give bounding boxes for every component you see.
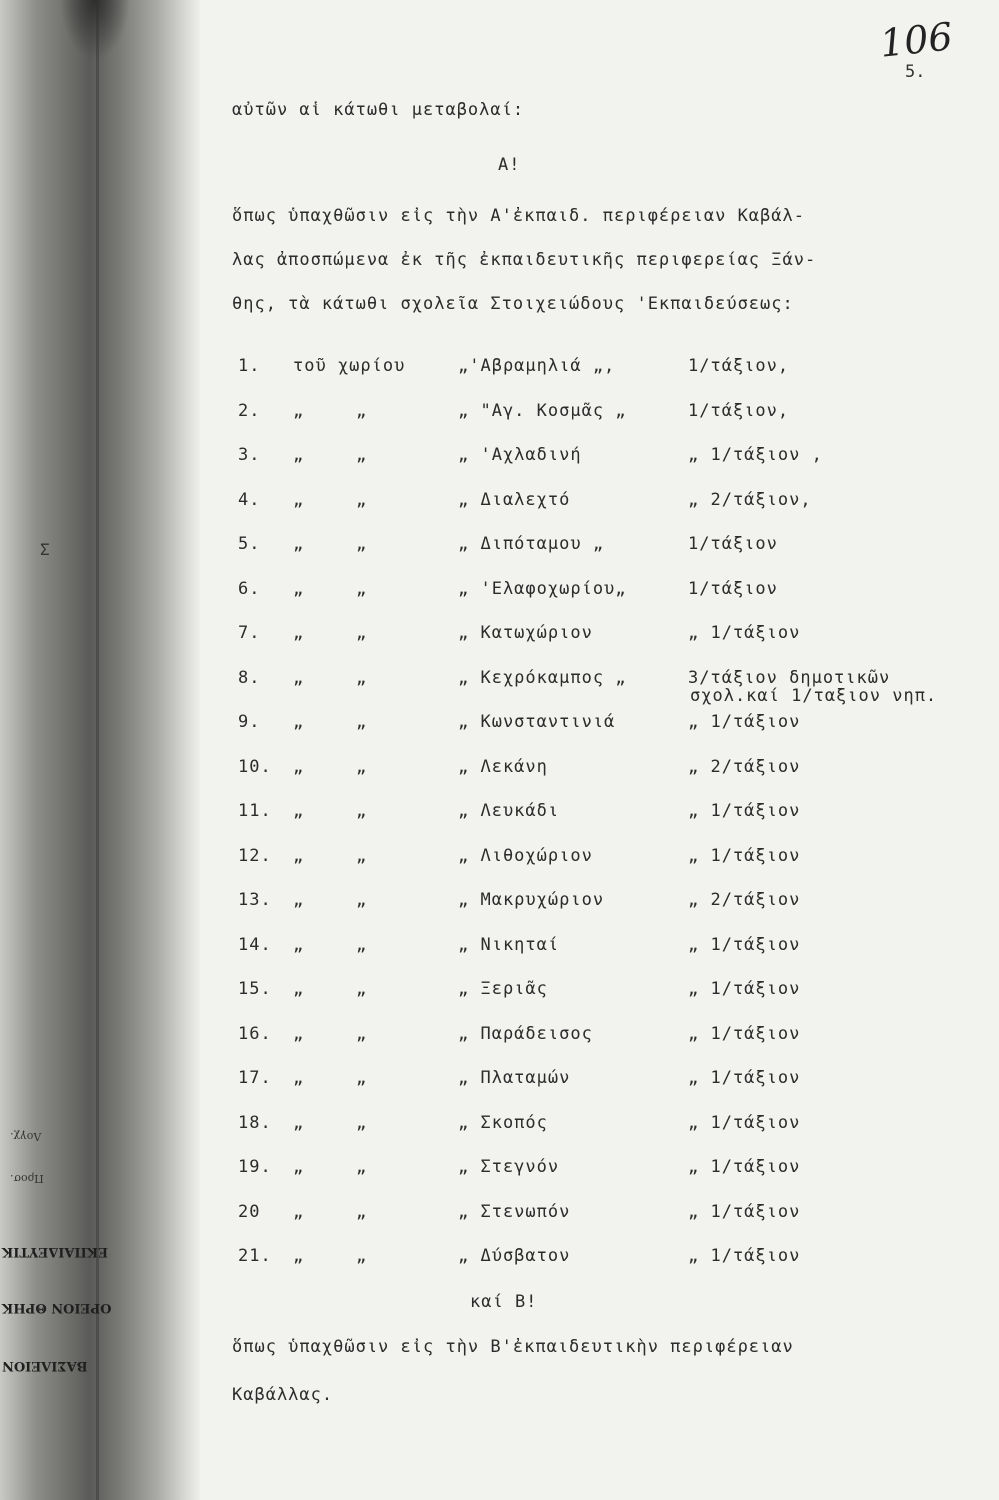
- school-number: 13.: [238, 890, 272, 910]
- school-name: „ Σκοπός: [458, 1113, 548, 1133]
- ditto-mark-b: „: [356, 890, 368, 910]
- ditto-mark-b: „: [356, 712, 368, 732]
- class-count: „ 1/τάξιον: [688, 979, 801, 999]
- school-name: „ 'Αχλαδινή: [458, 445, 582, 465]
- school-name: „ Στενωπόν: [458, 1202, 571, 1222]
- section-a-paragraph-line-3: θης, τὰ κάτωθι σχολεῖα Στοιχειώδους 'Εκπαιδεύσεως:: [232, 294, 794, 314]
- class-count: „ 1/τάξιον: [688, 935, 801, 955]
- intro-line: αὐτῶν αἱ κάτωθι μεταβολαί:: [232, 100, 525, 120]
- ditto-mark-a: „: [293, 534, 305, 554]
- ditto-mark-a: „: [293, 890, 305, 910]
- section-a-heading: Α!: [498, 155, 521, 175]
- school-number: 7.: [238, 623, 261, 643]
- ditto-mark-b: „: [356, 401, 368, 421]
- school-name: „ Λευκάδι: [458, 801, 560, 821]
- gutter-dark-patch: [60, 0, 130, 60]
- ditto-mark-b: „: [356, 534, 368, 554]
- ditto-mark-b: „: [356, 1246, 368, 1266]
- school-number: 5.: [238, 534, 261, 554]
- school-name: „ Ξεριᾶς: [458, 979, 548, 999]
- class-count: 1/τάξιον,: [688, 356, 790, 376]
- class-count: „ 2/τάξιον: [688, 890, 801, 910]
- ditto-mark-a: „: [293, 1202, 305, 1222]
- school-name: „'Αβραμηλιά „,: [458, 356, 616, 376]
- ditto-mark-a: „: [293, 712, 305, 732]
- ditto-mark-a: „: [293, 846, 305, 866]
- ditto-mark-a: „: [293, 445, 305, 465]
- ditto-mark-a: „: [293, 490, 305, 510]
- school-number: 2.: [238, 401, 261, 421]
- ditto-mark-b: „: [356, 445, 368, 465]
- ditto-mark-b: „: [356, 935, 368, 955]
- ditto-mark-b: „: [356, 490, 368, 510]
- school-name: „ "Αγ. Κοσμᾶς „: [458, 401, 627, 421]
- ditto-mark-a: „: [293, 979, 305, 999]
- ditto-mark-a: „: [293, 1024, 305, 1044]
- margin-bracket-top: Λογχ.: [10, 1130, 42, 1143]
- school-number: 16.: [238, 1024, 272, 1044]
- ditto-mark-a: „: [293, 757, 305, 777]
- class-count: 1/τάξιον,: [688, 401, 790, 421]
- school-name: „ Μακρυχώριον: [458, 890, 605, 910]
- school-number: 8.: [238, 668, 261, 688]
- school-name: „ Διαλεχτό: [458, 490, 571, 510]
- school-name: „ Στεγνόν: [458, 1157, 560, 1177]
- class-count: „ 1/τάξιον ,: [688, 445, 823, 465]
- school-number: 10.: [238, 757, 272, 777]
- stamp-line-2: ΟΡΕΙΟΝ ΘΡΗΚ: [2, 1300, 112, 1315]
- section-b-heading: καί Β!: [470, 1292, 538, 1312]
- school-number: 3.: [238, 445, 261, 465]
- ditto-mark-b: „: [356, 757, 368, 777]
- ditto-mark-a: „: [293, 1157, 305, 1177]
- class-count: „ 2/τάξιον: [688, 757, 801, 777]
- ditto-mark-b: „: [356, 1113, 368, 1133]
- ditto-mark-b: „: [356, 668, 368, 688]
- class-count: „ 1/τάξιον: [688, 1157, 801, 1177]
- ditto-mark-a: τοῦ χωρίου: [293, 356, 406, 376]
- school-number: 21.: [238, 1246, 272, 1266]
- school-name: „ Κατωχώριον: [458, 623, 593, 643]
- ditto-mark-b: „: [356, 623, 368, 643]
- class-count: „ 1/τάξιον: [688, 1246, 801, 1266]
- binding-spine-line: [96, 0, 99, 1500]
- school-name: „ Δύσβατον: [458, 1246, 571, 1266]
- stamp-line-3: ΕΚΠΑΙΔΕΥΤΙΚ: [2, 1244, 108, 1259]
- school-number: 18.: [238, 1113, 272, 1133]
- school-name: „ Κεχρόκαμπος „: [458, 668, 627, 688]
- school-name: „ Λιθοχώριον: [458, 846, 593, 866]
- section-b-paragraph-line-2: Καβάλλας.: [232, 1385, 334, 1405]
- school-number: 17.: [238, 1068, 272, 1088]
- handwritten-page-number: 106: [877, 14, 955, 66]
- ditto-mark-a: „: [293, 801, 305, 821]
- class-count: „ 1/τάξιον: [688, 1024, 801, 1044]
- ditto-mark-b: „: [356, 1068, 368, 1088]
- school-number: 12.: [238, 846, 272, 866]
- ditto-mark-a: „: [293, 1068, 305, 1088]
- stamp-line-1: ΒΑΣΙΛΕΙΟΝ: [2, 1358, 88, 1373]
- school-name: „ Νικηταί: [458, 935, 560, 955]
- ditto-mark-b: „: [356, 846, 368, 866]
- school-name: „ Πλαταμών: [458, 1068, 571, 1088]
- ditto-mark-a: „: [293, 935, 305, 955]
- ditto-mark-b: „: [356, 801, 368, 821]
- school-name: „ Διπόταμου „: [458, 534, 605, 554]
- school-8-extra-note: σχολ.καί 1/ταξιον νηπ.: [690, 686, 938, 706]
- school-number: 6.: [238, 579, 261, 599]
- ditto-mark-b: „: [356, 1157, 368, 1177]
- ditto-mark-b: „: [356, 579, 368, 599]
- school-number: 11.: [238, 801, 272, 821]
- class-count: „ 1/τάξιον: [688, 712, 801, 732]
- ditto-mark-a: „: [293, 401, 305, 421]
- class-count: „ 1/τάξιον: [688, 1113, 801, 1133]
- class-count: „ 1/τάξιον: [688, 801, 801, 821]
- school-name: „ 'Ελαφοχωρίου„: [458, 579, 627, 599]
- ditto-mark-b: „: [356, 1202, 368, 1222]
- section-a-paragraph-line-1: ὅπως ὑπαχθῶσιν εἰς τὴν Α'ἐκπαιδ. περιφέρειαν Καβάλ-: [232, 206, 805, 226]
- class-count: „ 1/τάξιον: [688, 623, 801, 643]
- school-number: 1.: [238, 356, 261, 376]
- ditto-mark-a: „: [293, 1246, 305, 1266]
- section-a-paragraph-line-2: λας ἀποσπώμενα ἐκ τῆς ἐκπαιδευτικῆς περιφερείας Ξάν-: [232, 250, 817, 270]
- school-number: 4.: [238, 490, 261, 510]
- class-count: 1/τάξιον: [688, 579, 778, 599]
- school-number: 20: [238, 1202, 261, 1222]
- class-count: „ 2/τάξιον,: [688, 490, 812, 510]
- ditto-mark-a: „: [293, 579, 305, 599]
- school-name: „ Κωνσταντινιά: [458, 712, 616, 732]
- school-number: 19.: [238, 1157, 272, 1177]
- school-number: 14.: [238, 935, 272, 955]
- ditto-mark-b: „: [356, 979, 368, 999]
- class-count: „ 1/τάξιον: [688, 1202, 801, 1222]
- ditto-mark-a: „: [293, 668, 305, 688]
- ditto-mark-a: „: [293, 1113, 305, 1133]
- class-count: 1/τάξιον: [688, 534, 778, 554]
- ditto-mark-b: „: [356, 1024, 368, 1044]
- ditto-mark-a: „: [293, 623, 305, 643]
- margin-mark: Σ: [40, 540, 50, 559]
- class-count: „ 1/τάξιον: [688, 846, 801, 866]
- school-number: 15.: [238, 979, 272, 999]
- class-count: 3/τάξιον δημοτικῶν: [688, 668, 891, 688]
- library-stamp: [2, 1240, 112, 1390]
- margin-bracket-bottom: Προσ.: [10, 1172, 44, 1185]
- school-name: „ Λεκάνη: [458, 757, 548, 777]
- section-b-paragraph-line-1: ὅπως ὑπαχθῶσιν εἰς τὴν Β'ἐκπαιδευτικὴν περιφέρειαν: [232, 1337, 794, 1357]
- school-number: 9.: [238, 712, 261, 732]
- typed-page-number: 5.: [905, 62, 926, 82]
- school-name: „ Παράδεισος: [458, 1024, 593, 1044]
- class-count: „ 1/τάξιον: [688, 1068, 801, 1088]
